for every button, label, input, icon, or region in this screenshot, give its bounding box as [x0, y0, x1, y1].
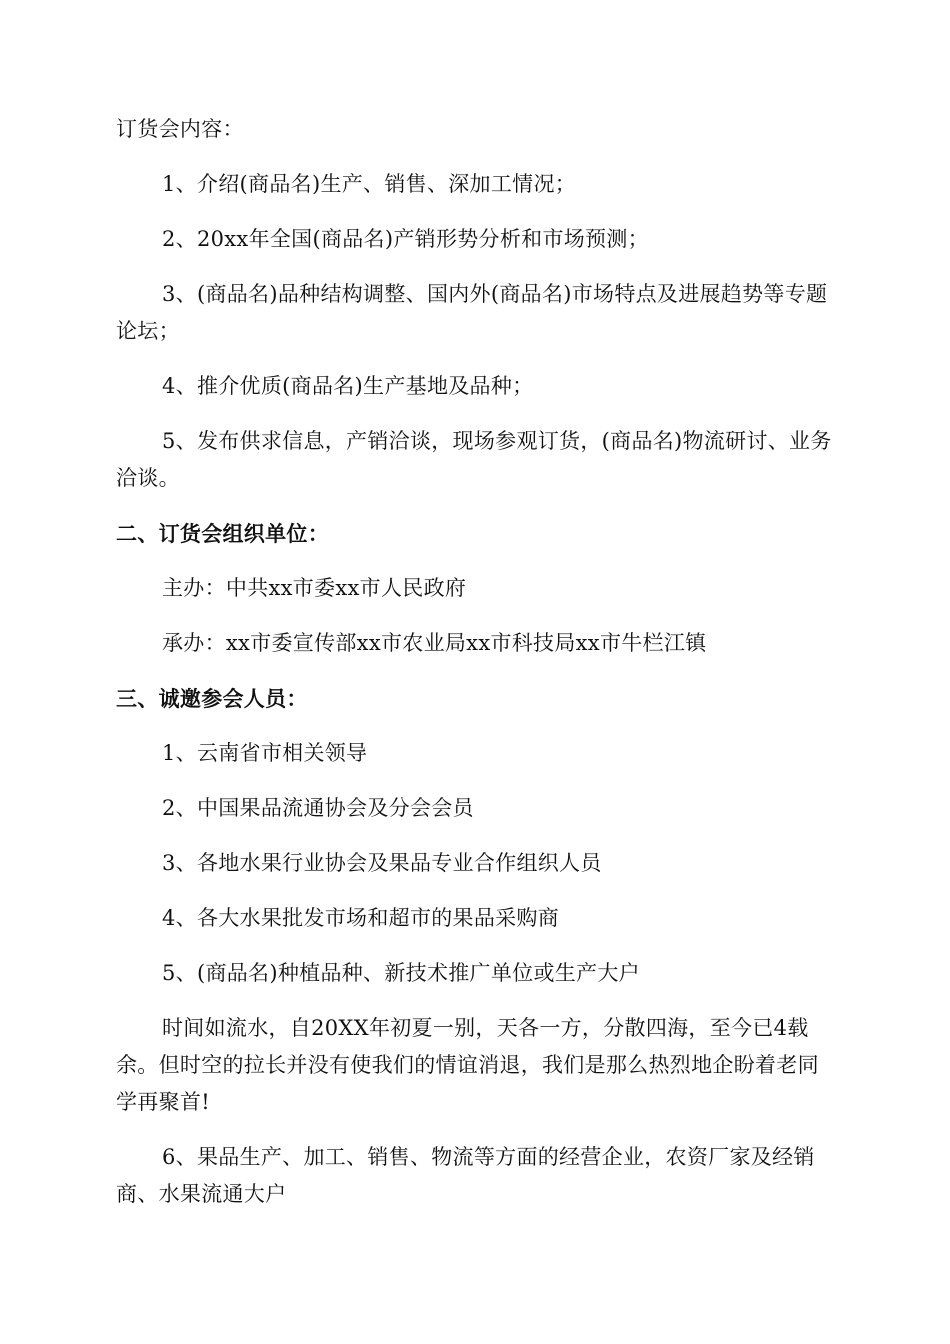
attendee-item-4: 4、各大水果批发市场和超市的果品采购商 — [162, 906, 560, 930]
content-item-1: 1、介绍(商品名)生产、销售、深加工情况； — [162, 172, 577, 196]
organizer-line: 主办：中共xx市委xx市人民政府 — [162, 576, 467, 600]
intro-title: 订货会内容： — [116, 117, 244, 141]
attendee-item-5: 5、(商品名)种植品种、新技术推广单位或生产大户 — [162, 961, 640, 985]
content-item-2: 2、20xx年全国(商品名)产销形势分析和市场预测； — [162, 227, 649, 251]
attendee-item-6: 6、果品生产、加工、销售、物流等方面的经营企业，农资厂家及经销商、水果流通大户 — [116, 1145, 815, 1206]
content-item-3: 3、(商品名)品种结构调整、国内外(商品名)市场特点及进展趋势等专题论坛； — [116, 282, 828, 343]
content-item-5: 5、发布供求信息，产销洽谈，现场参观订货，(商品名)物流研讨、业务洽谈。 — [116, 429, 832, 490]
attendee-item-2: 2、中国果品流通协会及分会会员 — [162, 796, 474, 820]
attendee-item-1: 1、云南省市相关领导 — [162, 741, 368, 765]
co-organizer-line: 承办：xx市委宣传部xx市农业局xx市科技局xx市牛栏江镇 — [162, 631, 707, 655]
content-item-4: 4、推介优质(商品名)生产基地及品种； — [162, 374, 534, 398]
interlude-paragraph: 时间如流水，自20XX年初夏一别，天各一方，分散四海，至今已4载余。但时空的拉长并没有使我们的情谊消退，我们是那么热烈地企盼着老同学再聚首! — [116, 1016, 819, 1114]
section-3-heading: 三、诚邀参会人员： — [116, 686, 308, 711]
attendee-item-3: 3、各地水果行业协会及果品专业合作组织人员 — [162, 851, 602, 875]
section-2-heading: 二、订货会组织单位： — [116, 521, 329, 546]
document-page — [116, 111, 836, 1231]
